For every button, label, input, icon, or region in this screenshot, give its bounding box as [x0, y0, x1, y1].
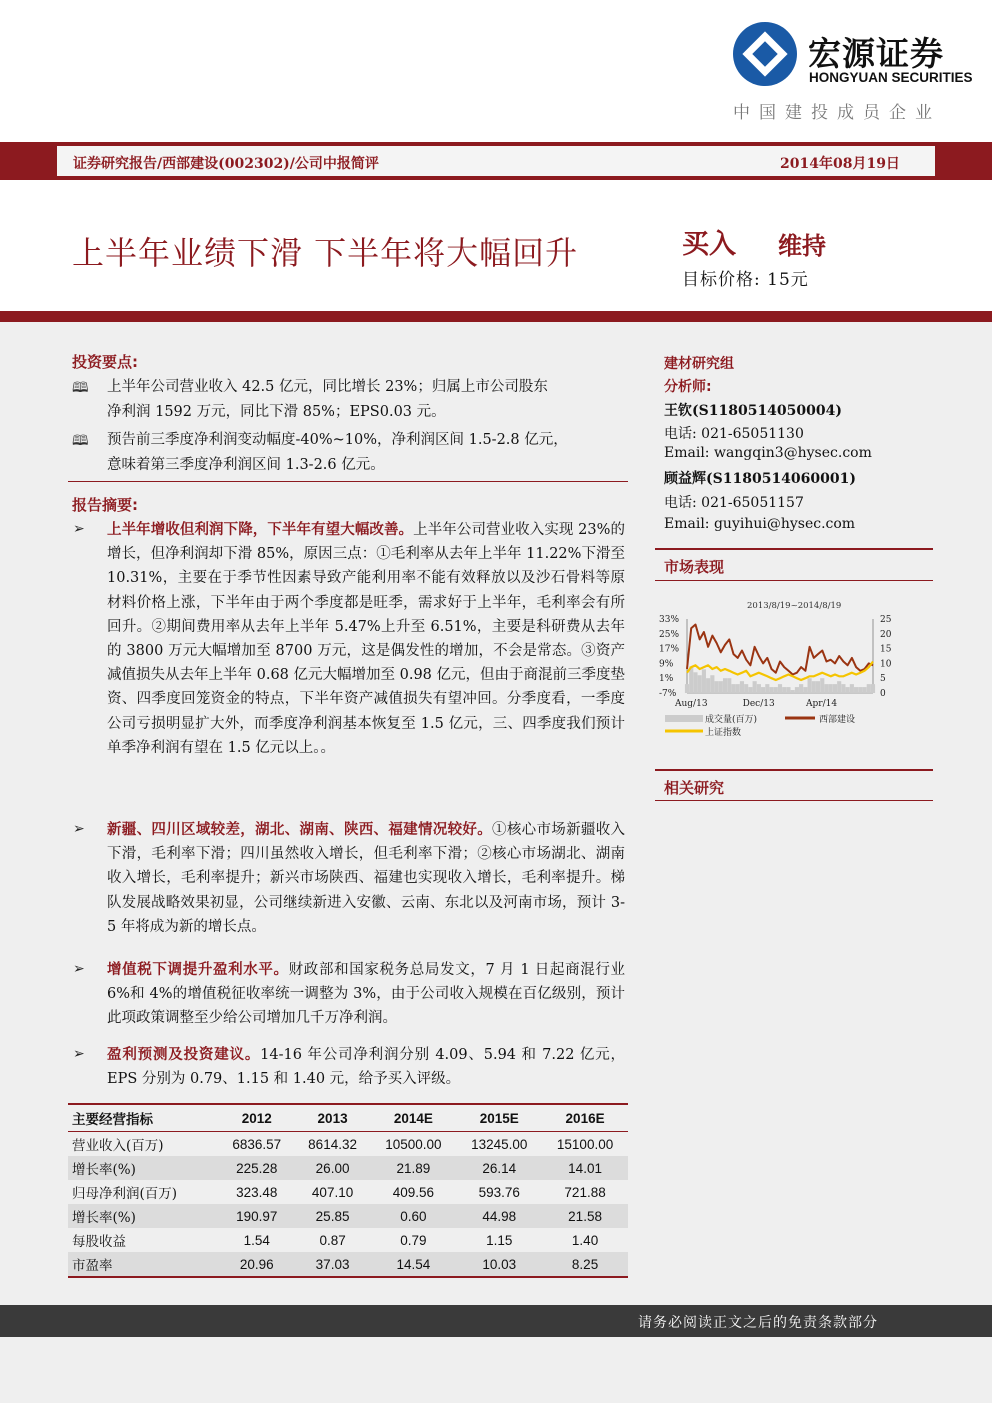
chart-left-tick-label: 33%	[659, 615, 680, 625]
arrow-bullet-icon: ➢	[73, 1046, 85, 1062]
summary-item-1-body: 上半年公司营业收入实现 23%的增长，但净利润却下滑 85%，原因三点：①毛利率从去年上半年 11.22%下滑至 10.31%，主要在于季节性因素导致产能利用率不能有效释放以及沙石骨料等原材料价格上涨，下半年由于两个季度都是旺季，需求好于上半年，毛利率会有所回升。②期间费用率从去年上半年 5.47%上升至 6.51%，主要是科研费从去年的 3800 万元大幅增加至 8700 万元，这是偶发性的增加，不会是常态。③资产减值损失从去年上半年 0.68 亿元大幅增加至 0.98 亿元，但由于商混前三季度垫资、四季度回笼资金的特点，下半年资产减值损失有望冲回。分季度看，一季度公司亏损明显扩大外，而季度净利润基本恢复至 1.5 亿元，三、四季度我们预计单季净利润有望在 1.5 亿元以上。。	[107, 522, 625, 756]
table-header-cell: 2013	[295, 1104, 371, 1132]
chart-volume-bar	[753, 681, 757, 693]
chart-right-tick-label: 0	[880, 689, 886, 699]
rating-action: 买入	[682, 229, 736, 260]
chart-volume-bar	[824, 684, 828, 693]
brand-subtitle: 中国建投成员企业	[733, 103, 941, 123]
table-row	[68, 1228, 628, 1252]
table-cell: 0.79	[400, 1232, 427, 1248]
brand-name-cn: 宏源证券	[808, 34, 944, 73]
arrow-bullet-icon: ➢	[73, 821, 85, 837]
chart-left-tick-label: -7%	[659, 689, 677, 699]
table-header-row	[68, 1104, 628, 1132]
chart-x-tick-label: Dec/13	[742, 699, 775, 709]
chart-volume-bar	[761, 687, 765, 693]
table-cell: 225.28	[219, 1156, 295, 1180]
chart-right-tick-label: 5	[880, 674, 886, 685]
chart-right-tick-label: 20	[880, 629, 892, 640]
chart-left-tick-label: 1%	[659, 674, 674, 685]
chart-volume-bar	[715, 681, 719, 693]
title-divider	[0, 311, 992, 322]
table-cell: 8.25	[542, 1252, 628, 1277]
chart-volume-bar	[710, 675, 714, 693]
table-cell: 14.01	[542, 1156, 628, 1180]
chart-volume-bar	[765, 684, 769, 693]
chart-right-tick-label: 15	[880, 644, 892, 655]
breadcrumb: 证券研究报告/西部建设(002302)/公司中报简评	[73, 156, 379, 172]
chart-volume-bar	[841, 684, 845, 693]
table-cell: 8614.32	[308, 1136, 357, 1152]
chart-volume-bar	[698, 675, 702, 693]
chart-volume-bar	[791, 690, 795, 693]
table-cell: 323.48	[236, 1184, 278, 1200]
table-header-cell: 2014E	[370, 1104, 456, 1132]
table-cell: 721.88	[564, 1184, 606, 1200]
table-cell: 市盈率	[68, 1252, 219, 1277]
legend-swatch-volume	[665, 715, 703, 722]
table-cell: 21.58	[542, 1204, 628, 1228]
investment-point-1-line1: 上半年公司营业收入 42.5 亿元，同比增长 23%；归属上市公司股东	[107, 379, 548, 395]
table-cell: 10500.00	[385, 1136, 442, 1152]
summary-item-3-body: 财政部和国家税务总局发文，7 月 1 日起商混行业 6%和 4%的增值税征收率统一调整为 3%，由于公司收入规模在百亿级别，预计此项政策调整至少给公司增加几千万净利润。	[107, 962, 625, 1027]
table-cell: 44.98	[456, 1204, 542, 1228]
target-price: 目标价格: 15元	[682, 270, 809, 290]
chart-volume-bar	[858, 687, 862, 693]
table-header-cell: 2012	[219, 1104, 295, 1132]
section-divider	[68, 481, 628, 482]
book-bullet-icon: 🕮	[72, 380, 89, 396]
table-cell: 409.56	[392, 1184, 435, 1200]
investment-point-2-line2: 意味着第三季度净利润区间 1.3-2.6 亿元。	[107, 457, 385, 473]
chart-body	[659, 615, 892, 709]
brand-name-en: HONGYUAN SECURITIES	[809, 70, 973, 85]
table-cell: 20.96	[219, 1252, 295, 1277]
chart-right-tick-label: 25	[880, 615, 892, 625]
analyst-1-email[interactable]: Email: wangqin3@hysec.com	[664, 445, 872, 461]
chart-right-tick-label: 10	[880, 659, 892, 670]
chart-volume-bar	[736, 684, 740, 693]
chart-volume-bar	[727, 678, 731, 693]
arrow-bullet-icon: ➢	[73, 521, 85, 537]
chart-title: 2013/8/19~2014/8/19	[747, 601, 842, 611]
table-cell: 归母净利润(百万)	[72, 1186, 178, 1202]
summary-item-2-body: ①核心市场新疆收入下滑，毛利率下滑；四川虽然收入增长，但毛利率下滑；②核心市场湖北、湖南收入增长，毛利率提升；新兴市场陕西、福建也实现收入增长，毛利率提升。梯队发展战略效果初显，公司继续新进入安徽、云南、东北以及河南市场，预计 3-5 年将成为新的增长点。	[107, 822, 625, 935]
chart-volume-bar	[820, 678, 824, 693]
table-cell: 593.76	[478, 1184, 520, 1200]
chart-volume-bar	[803, 687, 807, 693]
summary-item-2	[107, 818, 625, 944]
table-cell: 每股收益	[72, 1234, 126, 1250]
chart-volume-bar	[702, 669, 706, 693]
report-date: 2014年08月19日	[780, 156, 900, 172]
chart-volume-bar	[850, 684, 854, 693]
chart-volume-bar	[719, 681, 723, 693]
chart-volume-bar	[744, 684, 748, 693]
chart-volume-bar	[862, 687, 866, 693]
chart-volume-bar	[706, 678, 710, 693]
financial-table	[68, 1103, 628, 1278]
table-cell: 0.60	[370, 1204, 456, 1228]
chart-volume-bar	[786, 687, 790, 693]
investment-points-heading: 投资要点:	[72, 353, 138, 371]
side-divider	[655, 548, 933, 550]
table-row	[68, 1204, 628, 1228]
chart-volume-bar	[778, 684, 782, 693]
hongyuan-logo-icon	[733, 22, 797, 86]
page-title: 上半年业绩下滑 下半年将大幅回升	[72, 234, 579, 272]
side-divider	[655, 769, 933, 771]
table-cell: 0.87	[319, 1232, 346, 1248]
table-cell: 增长率(%)	[68, 1204, 219, 1228]
legend-label-index: 上证指数	[705, 728, 742, 738]
rating-status: 维持	[778, 232, 826, 260]
table-cell: 25.85	[295, 1204, 371, 1228]
chart-volume-bar	[829, 684, 833, 693]
chart-volume-bar	[816, 681, 820, 693]
table-cell: 21.89	[370, 1156, 456, 1180]
chart-volume-bar	[837, 681, 841, 693]
investment-point-2-line1: 预告前三季度净利润变动幅度-40%~10%，净利润区间 1.5-2.8 亿元，	[107, 432, 568, 448]
table-cell: 1.54	[243, 1232, 270, 1248]
table-cell: 增长率(%)	[68, 1156, 219, 1180]
disclaimer-link[interactable]: 请务必阅读正文之后的免责条款部分	[638, 1315, 878, 1331]
chart-volume-bar	[748, 687, 752, 693]
summary-heading: 报告摘要:	[72, 496, 138, 514]
chart-volume-bar	[833, 684, 837, 693]
summary-item-1	[107, 518, 625, 813]
table-cell: 26.00	[295, 1156, 371, 1180]
analyst-2-phone: 电话: 021-65051157	[664, 495, 804, 511]
side-divider	[655, 580, 933, 581]
summary-item-4	[107, 1043, 625, 1095]
chart-volume-bar	[685, 684, 689, 693]
legend-label-volume: 成交量(百万)	[705, 715, 758, 725]
analyst-1-name: 王钦(S1180514050004)	[664, 403, 842, 419]
summary-item-3-highlight: 增值税下调提升盈利水平。	[107, 962, 289, 978]
table-cell: 26.14	[456, 1156, 542, 1180]
table-cell: 营业收入(百万)	[72, 1138, 164, 1154]
table-cell: 190.97	[219, 1204, 295, 1228]
table-row	[68, 1252, 628, 1277]
book-bullet-icon: 🕮	[72, 433, 89, 449]
research-group: 建材研究组	[664, 356, 734, 372]
summary-item-1-highlight: 上半年增收但利润下降，下半年有望大幅改善。	[107, 522, 414, 538]
summary-item-2-highlight: 新疆、四川区域较差，湖北、湖南、陕西、福建情况较好。	[107, 822, 493, 838]
table-row	[68, 1132, 628, 1157]
chart-volume-bar	[808, 678, 812, 693]
table-header-cell: 2015E	[456, 1104, 542, 1132]
table-header-cell: 2016E	[542, 1104, 628, 1132]
summary-item-4-body: 14-16 年公司净利润分别 4.09、5.94 和 7.22 亿元，EPS 分别为 0.79、1.15 和 1.40 元，给予买入评级。	[107, 1047, 625, 1088]
chart-left-tick-label: 25%	[659, 629, 680, 640]
table-cell: 1.40	[571, 1232, 599, 1248]
chart-volume-bar	[812, 681, 816, 693]
analyst-2-email[interactable]: Email: guyihui@hysec.com	[664, 516, 856, 532]
chart-volume-bar	[769, 687, 773, 693]
table-cell: 37.03	[295, 1252, 371, 1277]
chart-volume-bar	[854, 687, 858, 693]
chart-volume-bar	[731, 684, 735, 693]
chart-volume-bar	[740, 681, 744, 693]
related-research-heading: 相关研究	[664, 779, 725, 797]
chart-volume-bar	[867, 684, 871, 693]
chart-volume-bar	[757, 684, 761, 693]
chart-volume-bar	[795, 687, 799, 693]
table-cell: 407.10	[311, 1184, 354, 1200]
side-divider	[655, 800, 933, 801]
arrow-bullet-icon: ➢	[73, 961, 85, 977]
market-chart	[655, 595, 935, 745]
analyst-label: 分析师:	[664, 379, 712, 395]
summary-item-4-highlight: 盈利预测及投资建议。	[107, 1047, 261, 1063]
table-row	[68, 1180, 628, 1204]
chart-x-tick-label: Aug/13	[675, 699, 708, 709]
chart-volume-bar	[693, 672, 697, 693]
table-cell: 10.03	[456, 1252, 542, 1277]
table-cell: 14.54	[370, 1252, 456, 1277]
table-cell: 1.15	[486, 1232, 513, 1248]
legend-label-stock: 西部建设	[819, 715, 856, 725]
chart-volume-bar	[871, 684, 875, 693]
table-header-cell: 主要经营指标	[68, 1104, 219, 1132]
table-cell: 6836.57	[232, 1136, 282, 1152]
analyst-1-phone: 电话: 021-65051130	[664, 426, 804, 442]
chart-x-tick-label: Apr/14	[806, 699, 838, 709]
summary-item-3	[107, 958, 625, 1034]
chart-left-tick-label: 9%	[659, 659, 674, 670]
analyst-2-name: 顾益辉(S1180514060001)	[664, 471, 856, 487]
chart-volume-bar	[782, 687, 786, 693]
chart-volume-bar	[774, 687, 778, 693]
chart-left-tick-label: 17%	[659, 644, 680, 655]
market-heading: 市场表现	[664, 558, 725, 576]
table-cell: 15100.00	[556, 1136, 614, 1152]
table-cell: 13245.00	[471, 1136, 528, 1152]
chart-volume-bar	[799, 684, 803, 693]
table-row	[68, 1156, 628, 1180]
chart-volume-bar	[723, 678, 727, 693]
chart-volume-bar	[846, 687, 850, 693]
investment-point-1-line2: 净利润 1592 万元，同比下滑 85%；EPS0.03 元。	[107, 404, 446, 420]
